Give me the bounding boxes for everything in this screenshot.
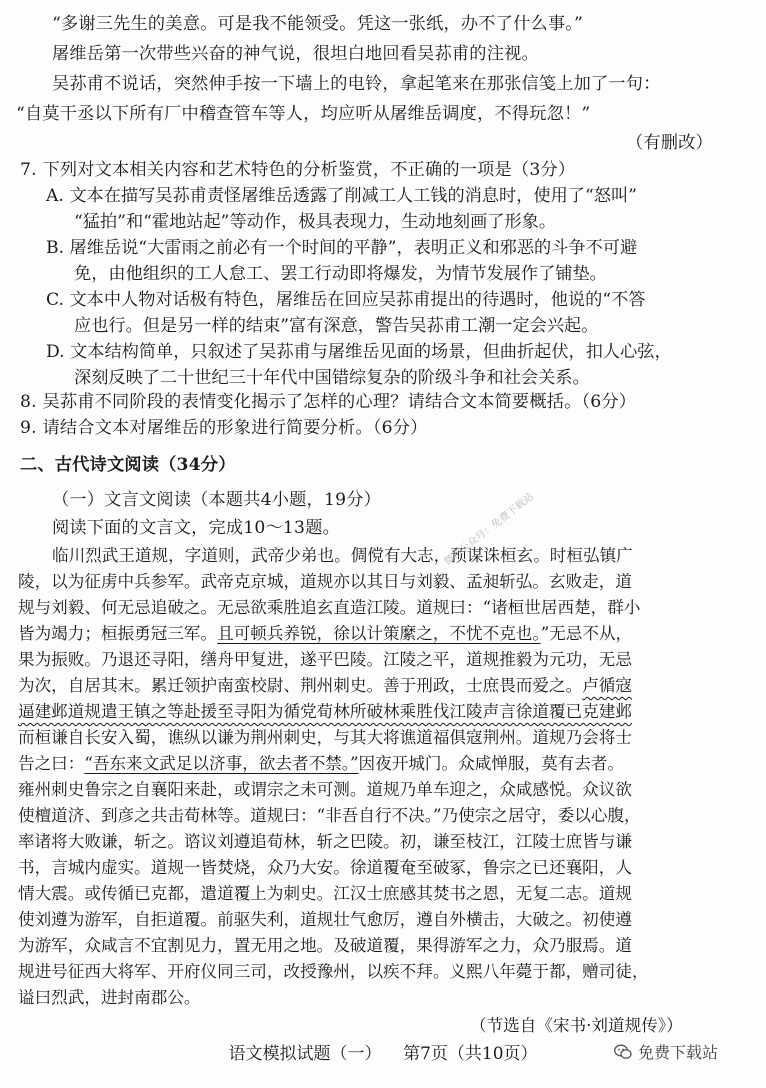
- passage-line-4-text-b: ”无忌不从，: [540, 624, 633, 643]
- passage-line-10: 雍州刺史鲁宗之自襄阳来赴，或谓宗之未可测。道规乃单车迎之，众咸感悦。众议欲: [18, 780, 632, 799]
- question-7-stem: 7. 下列对文本相关内容和艺术特色的分析鉴赏，不正确的一项是（3分）: [20, 160, 576, 180]
- footer-exam-label: 语文模拟试题（一）: [228, 1044, 382, 1064]
- passage-line-14: 情大震。或传循已克都，遣道覆上为刺史。江汉士庶感其焚书之恩，无复二志。道规: [18, 884, 632, 903]
- q7-option-a-line-2: “猛拍”和“霍地站起”等动作，极具表现力，生动地刻画了形象。: [74, 212, 557, 232]
- passage-line-2: 陵，以为征虏中兵参军。武帝克京城，道规亦以其日与刘毅、孟昶斩弘。玄败走，道: [18, 572, 632, 591]
- passage-line-4-text-a: 皆为竭力；桓振勇冠三军。: [18, 624, 218, 643]
- section-2-instruction: 阅读下面的文言文，完成10～13题。: [52, 518, 340, 538]
- story-source-note: （有删改）: [626, 133, 713, 153]
- q7-option-d-line-2: 深刻反映了二十世纪三十年代中国错综复杂的阶级斗争和社会关系。: [74, 368, 590, 388]
- passage-line-16: 为游军，众咸言不宜割见力，置无用之地。及破道覆，果得游军之力，众乃服焉。道: [18, 936, 632, 955]
- passage-line-9-text-b: 因夜开城门。众咸惮服，莫有去者。: [358, 754, 625, 773]
- question-9: 9. 请结合文本对屠维岳的形象进行简要分析。（6分）: [20, 418, 428, 438]
- passage-line-3: 规与刘毅、何无忌追破之。无忌欲乘胜追玄直造江陵。道规曰：“诸桓世居西楚，群小: [18, 598, 641, 617]
- passage-line-15: 使刘遵为游军，自拒道覆。前驱失利，道规壮气愈厉，遵自外横击，大破之。初使遵: [18, 910, 632, 929]
- story-line-4: “自莫干丞以下所有厂中稽查管车等人，均应听从屠维岳调度，不得玩忽！”: [16, 104, 591, 124]
- passage-line-5: 果为振败。乃退还寻阳，缮舟甲复进，遂平巴陵。江陵之平，道规推毅为元功，无忌: [18, 650, 632, 669]
- passage-line-6-text: 为次，自居其末。累迁领护南蛮校尉、荆州刺史。善于刑政，士庶畏而爱之。: [18, 676, 583, 695]
- wavy-segment-end: 逼建邺道规遣王镇之等赴援至寻阳为循党荀林所破林乘胜伐江陵声言徐道覆已克建邺: [18, 702, 632, 721]
- passage-line-6: [18, 674, 632, 698]
- watermark: 微信公众号：免费下载站: [442, 491, 536, 568]
- wechat-icon: [614, 1044, 632, 1060]
- passage-line-8: 而桓谦自长安入蜀，谯纵以谦为荆州刺史，与其大将谯道福俱寇荆州。道规乃会将士: [18, 728, 632, 747]
- footer-page-number: 第7页（共10页）: [403, 1044, 538, 1064]
- passage-line-12: 率诸将大败谦，斩之。谘议刘遵追荀林，斩之巴陵。初，谦至枝江，江陵士庶皆与谦: [18, 832, 632, 851]
- section-2-title: 二、古代诗文阅读（34分）: [20, 455, 236, 475]
- story-line-2: 屠维岳第一次带些兴奋的神气说，很坦白地回看吴荪甫的注视。: [52, 44, 539, 64]
- q7-option-b-line-1: B. 屠维岳说“大雷雨之前必有一个时间的平静”，表明正义和邪恶的斗争不可避: [46, 238, 638, 258]
- q7-option-a-line-1: A. 文本在描写吴荪甫责怪屠维岳透露了削减工人工钱的消息时，使用了“怒叫”: [46, 186, 637, 206]
- passage-line-4: [18, 622, 632, 646]
- wavy-segment-start: 卢循寇: [582, 676, 632, 695]
- story-line-1: “多谢三先生的美意。可是我不能领受。凭这一张纸，办不了什么事。”: [52, 14, 584, 34]
- passage-line-18: 谥曰烈武，进封南郡公。: [18, 988, 201, 1007]
- story-line-3: 吴荪甫不说话，突然伸手按一下墙上的电铃，拿起笔来在那张信笺上加了一句：: [52, 74, 661, 94]
- passage-line-11: 使檀道济、到彦之共击荀林等。道规曰：“非吾自行不决。”乃使宗之居守，委以心腹，: [18, 806, 641, 825]
- q7-option-c-line-1: C. 文本中人物对话极有特色，屠维岳在回应吴荪甫提出的待遇时，他说的“不答: [46, 290, 646, 310]
- wechat-brand: [614, 1040, 718, 1063]
- brand-name: 免费下载站: [638, 1043, 719, 1062]
- q7-option-b-line-2: 免，由他组织的工人怠工、罢工行动即将爆发，为情节发展作了铺垫。: [74, 264, 607, 284]
- passage-line-13: 书，言城内虚实。道规一皆焚烧，众乃大安。徐道覆奄至破冢，鲁宗之已还襄阳，人: [18, 858, 632, 877]
- passage-line-1: 临川烈武王道规，字道则，武帝少弟也。倜傥有大志，预谋诛桓玄。时桓弘镇广: [52, 546, 633, 565]
- q7-option-c-line-2: 应也行。但是另一样的结束”富有深意，警告吴荪甫工潮一定会兴起。: [74, 316, 599, 336]
- section-2-subsection: （一）文言文阅读（本题共4小题，19分）: [52, 490, 381, 510]
- passage-line-17: 规进号征西大将军、开府仪同三司，改授豫州，以疾不拜。义熙八年薨于都，赠司徒，: [18, 962, 649, 981]
- underlined-sentence-1: 且可顿兵养锐，徐以计策縻之，不忧不克也。: [217, 624, 541, 643]
- passage-source: （节选自《宋书·刘道规传》）: [470, 1016, 683, 1035]
- passage-line-9-text-a: 告之曰：: [18, 754, 85, 773]
- passage-line-9: [18, 752, 624, 776]
- q7-option-d-line-1: D. 文本结构简单，只叙述了吴荪甫与屠维岳见面的场景，但曲折起伏，扣人心弦，: [46, 342, 672, 362]
- underlined-sentence-2: “吾东来文武足以济事，欲去者不禁。”: [84, 754, 359, 773]
- question-8: 8. 吴荪甫不同阶段的表情变化揭示了怎样的心理？请结合文本简要概括。（6分）: [20, 392, 637, 412]
